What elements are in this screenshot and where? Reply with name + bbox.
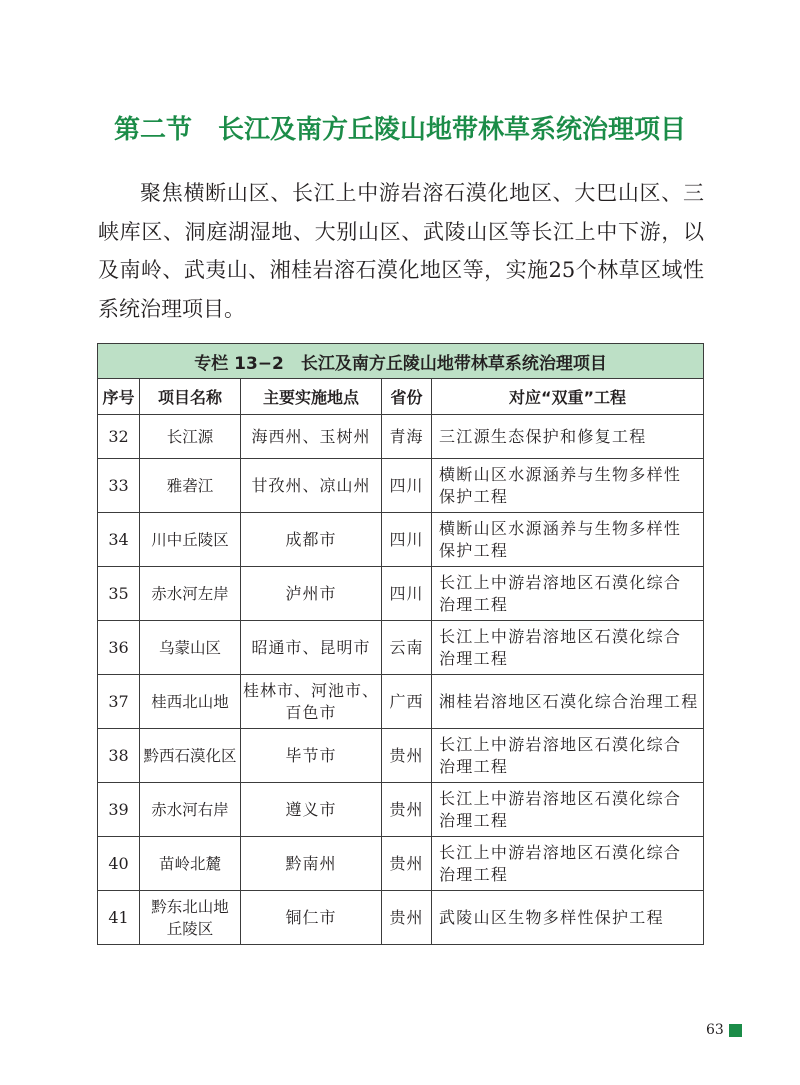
table-caption: 专栏 13−2 长江及南方丘陵山地带林草系统治理项目 bbox=[98, 344, 704, 379]
table-header-row bbox=[98, 379, 704, 415]
header-main-location: 主要实施地点 bbox=[241, 379, 382, 415]
table-row bbox=[98, 783, 704, 837]
corresponding-project: 长江上中游岩溶地区石漠化综合 治理工程 bbox=[432, 729, 704, 783]
table-row bbox=[98, 891, 704, 945]
row-number: 34 bbox=[98, 513, 140, 567]
header-serial-number: 序号 bbox=[98, 379, 140, 415]
province: 云南 bbox=[382, 621, 432, 675]
corresponding-project: 长江上中游岩溶地区石漠化综合 治理工程 bbox=[432, 621, 704, 675]
implementation-location: 铜仁市 bbox=[241, 891, 382, 945]
project-name: 黔西石漠化区 bbox=[140, 729, 241, 783]
table-row bbox=[98, 675, 704, 729]
corresponding-project: 横断山区水源涵养与生物多样性 保护工程 bbox=[432, 513, 704, 567]
corresponding-project: 横断山区水源涵养与生物多样性 保护工程 bbox=[432, 459, 704, 513]
table-row bbox=[98, 415, 704, 459]
table-row bbox=[98, 567, 704, 621]
header-province: 省份 bbox=[382, 379, 432, 415]
province: 贵州 bbox=[382, 729, 432, 783]
header-corresponding-project: 对应“双重”工程 bbox=[432, 379, 704, 415]
page-marker-square bbox=[729, 1024, 742, 1037]
corresponding-project: 武陵山区生物多样性保护工程 bbox=[432, 891, 704, 945]
project-name: 赤水河右岸 bbox=[140, 783, 241, 837]
corresponding-project: 长江上中游岩溶地区石漠化综合 治理工程 bbox=[432, 837, 704, 891]
implementation-location: 甘孜州、凉山州 bbox=[241, 459, 382, 513]
implementation-location: 毕节市 bbox=[241, 729, 382, 783]
row-number: 37 bbox=[98, 675, 140, 729]
row-number: 33 bbox=[98, 459, 140, 513]
province: 贵州 bbox=[382, 783, 432, 837]
corresponding-project: 长江上中游岩溶地区石漠化综合 治理工程 bbox=[432, 567, 704, 621]
province: 四川 bbox=[382, 459, 432, 513]
implementation-location: 黔南州 bbox=[241, 837, 382, 891]
corresponding-project: 长江上中游岩溶地区石漠化综合 治理工程 bbox=[432, 783, 704, 837]
project-name: 桂西北山地 bbox=[140, 675, 241, 729]
project-name: 雅砻江 bbox=[140, 459, 241, 513]
project-name: 赤水河左岸 bbox=[140, 567, 241, 621]
province: 贵州 bbox=[382, 837, 432, 891]
project-name: 川中丘陵区 bbox=[140, 513, 241, 567]
province: 四川 bbox=[382, 513, 432, 567]
table-row bbox=[98, 729, 704, 783]
table-body bbox=[98, 415, 704, 945]
table-row bbox=[98, 459, 704, 513]
row-number: 32 bbox=[98, 415, 140, 459]
row-number: 36 bbox=[98, 621, 140, 675]
province: 四川 bbox=[382, 567, 432, 621]
implementation-location: 泸州市 bbox=[241, 567, 382, 621]
project-table bbox=[97, 343, 704, 945]
section-title: 第二节 长江及南方丘陵山地带林草系统治理项目 bbox=[113, 115, 686, 145]
implementation-location: 成都市 bbox=[241, 513, 382, 567]
province: 贵州 bbox=[382, 891, 432, 945]
header-project-name: 项目名称 bbox=[140, 379, 241, 415]
table-row bbox=[98, 837, 704, 891]
table-row bbox=[98, 513, 704, 567]
row-number: 40 bbox=[98, 837, 140, 891]
row-number: 38 bbox=[98, 729, 140, 783]
project-name: 黔东北山地 丘陵区 bbox=[140, 891, 241, 945]
page-number: 63 bbox=[706, 1022, 724, 1038]
table-caption-row bbox=[98, 344, 704, 379]
table-row bbox=[98, 621, 704, 675]
province: 广西 bbox=[382, 675, 432, 729]
row-number: 39 bbox=[98, 783, 140, 837]
row-number: 41 bbox=[98, 891, 140, 945]
row-number: 35 bbox=[98, 567, 140, 621]
implementation-location: 海西州、玉树州 bbox=[241, 415, 382, 459]
province: 青海 bbox=[382, 415, 432, 459]
project-name: 长江源 bbox=[140, 415, 241, 459]
project-name: 乌蒙山区 bbox=[140, 621, 241, 675]
intro-paragraph: 聚焦横断山区、长江上中游岩溶石漠化地区、大巴山区、三峡库区、洞庭湖湿地、大别山区、武陵山区等长江上中下游，以及南岭、武夷山、湘桂岩溶石漠化地区等，实施25个林草区域性系统治理项目。 bbox=[98, 181, 704, 321]
implementation-location: 遵义市 bbox=[241, 783, 382, 837]
corresponding-project: 湘桂岩溶地区石漠化综合治理工程 bbox=[432, 675, 704, 729]
implementation-location: 昭通市、昆明市 bbox=[241, 621, 382, 675]
implementation-location: 桂林市、河池市、 百色市 bbox=[241, 675, 382, 729]
project-name: 苗岭北麓 bbox=[140, 837, 241, 891]
corresponding-project: 三江源生态保护和修复工程 bbox=[432, 415, 704, 459]
